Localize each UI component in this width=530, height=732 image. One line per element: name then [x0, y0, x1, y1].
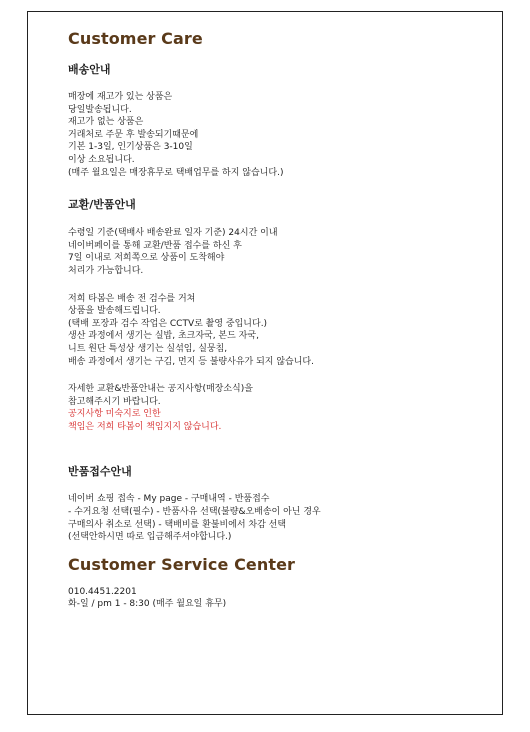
warning-line: 공지사항 미숙지로 인한: [68, 409, 161, 420]
exchange-line: 자세한 교환&반품안내는 공지사항(매장소식)을: [68, 384, 253, 395]
return-line: 네이버 쇼핑 접속 - My page - 구매내역 - 반품접수: [68, 494, 270, 505]
exchange-line: 니트 원단 특성상 생기는 실섞임, 실뭉침,: [68, 343, 228, 354]
service-center-title: Customer Service Center: [68, 554, 296, 574]
phone-number: 010.4451.2201: [68, 586, 137, 597]
exchange-line: 네이버페이를 통해 교환/반품 접수를 하신 후: [68, 240, 242, 251]
exchange-line: 처리가 가능합니다.: [68, 265, 144, 276]
exchange-paragraph-notice: [68, 383, 488, 433]
exchange-line: 수령일 기준(택배사 배송완료 일자 기준) 24시간 이내: [68, 228, 278, 239]
exchange-paragraph-deadline: [68, 227, 488, 277]
exchange-line: 참고해주시기 바랍니다.: [68, 396, 161, 407]
shipping-line: 재고가 없는 상품은: [68, 117, 144, 128]
exchange-line: (택배 포장과 검수 작업은 CCTV로 촬영 중입니다.): [68, 318, 268, 329]
service-center-info: [68, 586, 488, 611]
shipping-line: 이상 소요됩니다.: [68, 154, 135, 165]
customer-care-content: [68, 20, 488, 611]
return-line: 구매의사 취소로 선택) - 택배비를 환불비에서 차감 선택: [68, 519, 287, 530]
shipping-line: 기본 1-3일, 인기상품은 3-10일: [68, 142, 193, 153]
return-line: (선택안하시면 따로 입금해주셔야합니다.): [68, 532, 232, 543]
shipping-line: (매주 월요일은 매장휴무로 택배업무를 하지 않습니다.): [68, 167, 284, 178]
warning-line: 책임은 저희 타봄이 책임지지 않습니다.: [68, 421, 222, 432]
shipping-line: 거래처로 주문 후 발송되기때문에: [68, 129, 199, 140]
business-hours: 화-일 / pm 1 - 8:30 (매주 월요일 휴무): [68, 599, 227, 610]
return-process-heading: 반품접수안내: [68, 465, 132, 479]
exchange-heading: 교환/반품안내: [68, 198, 136, 212]
customer-care-title: Customer Care: [68, 29, 203, 48]
shipping-line: 매장에 재고가 있는 상품은: [68, 92, 173, 102]
shipping-heading: 배송안내: [68, 63, 111, 76]
shipping-line: 당일발송됩니다.: [68, 104, 132, 115]
exchange-line: 배송 과정에서 생기는 구김, 먼지 등 불량사유가 되지 않습니다.: [68, 356, 314, 367]
return-line: - 수거요청 선택(필수) - 반품사유 선택(불량&오배송이 아닌 경우: [68, 507, 321, 518]
exchange-line: 7일 이내로 저희쪽으로 상품이 도착해야: [68, 253, 225, 264]
exchange-line: 생산 과정에서 생기는 실밥, 초크자국, 본드 자국,: [68, 331, 259, 342]
exchange-line: 저희 타봄은 배송 전 검수를 거쳐: [68, 293, 196, 304]
exchange-paragraph-inspection: [68, 293, 488, 369]
exchange-line: 상품을 발송해드립니다.: [68, 306, 161, 317]
return-process-steps: [68, 493, 488, 543]
shipping-info: [68, 91, 488, 179]
